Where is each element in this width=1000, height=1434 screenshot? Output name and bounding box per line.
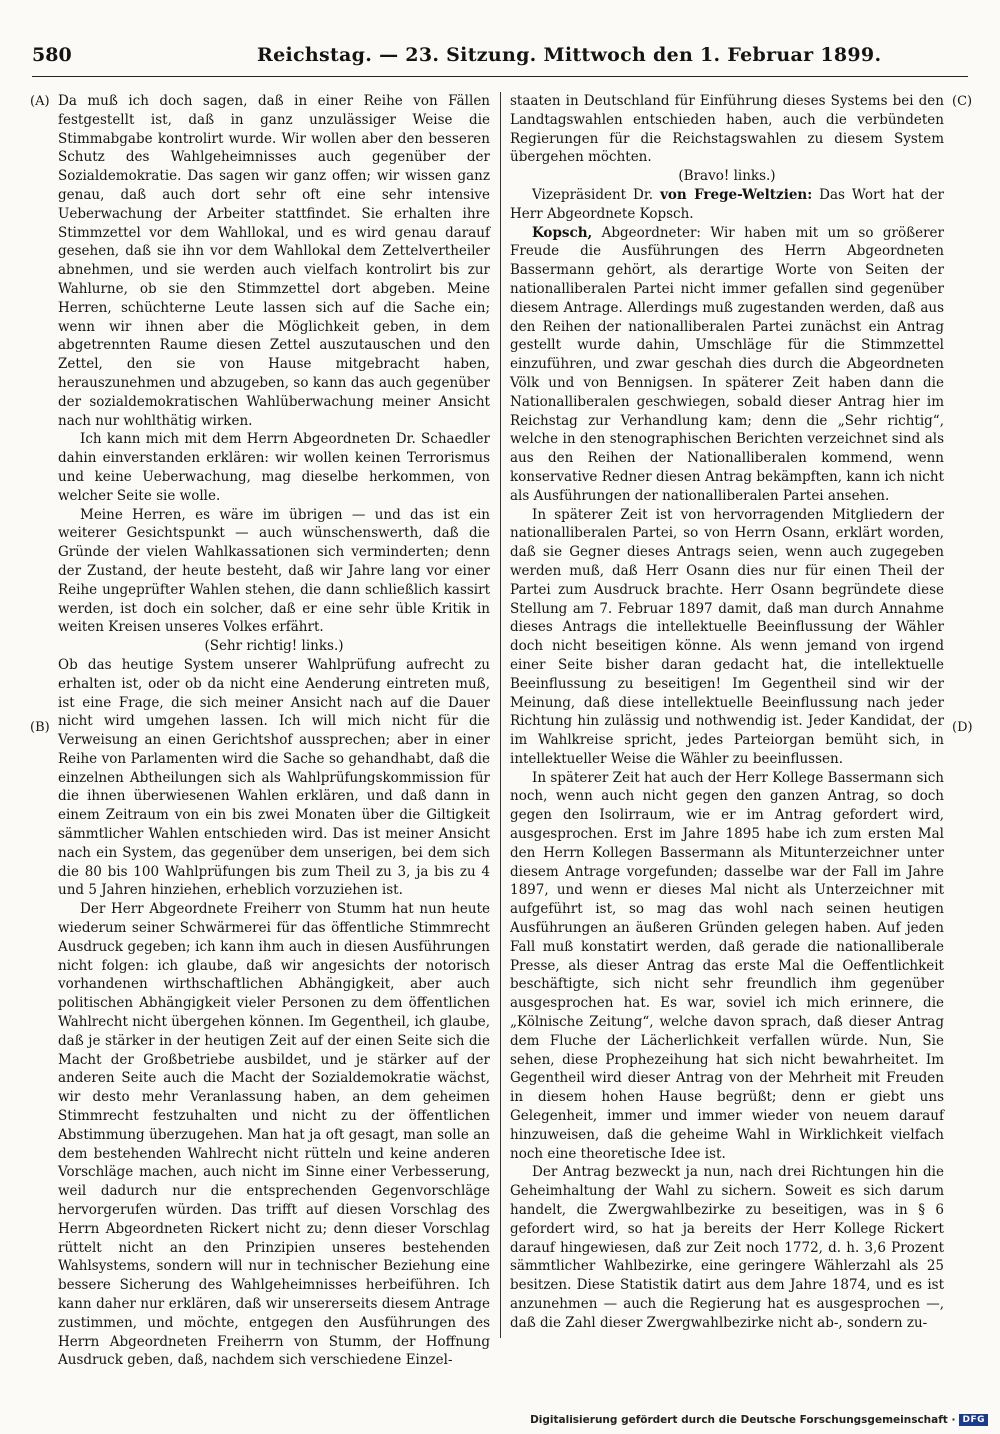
credit-text: Digitalisierung gefördert durch die Deutsche Forschungsgemeinschaft · <box>530 1414 956 1426</box>
speaker-text: Abgeordneter: Wir haben mit um so größerer Freude die Ausführungen des Herrn Abgeordneten Bassermann gehört, als derartige Worte von Seiten der nationalliberalen Partei nicht immer gefallen sind gegenüber diesem Antrage. Allerdings muß zugestanden werden, daß aus den Reihen der nationalliberalen Partei zunächst ein Antrag gestellt wurde dahin, Umschläge für die Stimmzettel einzuführen, und zwar geschah dies durch die Abgeordneten Völk und von Bennigsen. In späterer Zeit haben dann die Nationalliberalen geschwiegen, sobald dieser Antrag hier im Reichstag zur Verhandlung kam; denn die „Sehr richtig“, welche in den stenographischen Berichten verzeichnet sind als aus den Reihen der Nationalliberalen kommend, wenn konservative Redner diesen Antrag bekämpften, kann ich nicht als Ausführungen der nationalliberalen Partei ansehen. <box>510 224 944 504</box>
interjection: (Bravo! links.) <box>678 168 776 185</box>
column-divider <box>500 92 501 1338</box>
digitization-credit <box>530 1412 988 1428</box>
paragraph: Ob das heutige System unserer Wahlprüfung aufrecht zu erhalten ist, oder ob da nicht eine Aenderung eintreten muß, ist eine Frage, die sich meiner Ansicht nach auf die Dauer nicht wird umgehen lassen. Ich will mich nicht für die Verweisung an einen Gerichtshof aussprechen; aber in einer Reihe von Parlamenten wird die Sache so gehandhabt, daß die einzelnen Abtheilungen sich als Wahlprüfungskommission für die ihnen überwiesenen Wahlen erklären, und daß dann in einem Zeitraum von ein bis zwei Monaten über die Giltigkeit sämmtlicher Wahlen entschieden wird. Das ist meiner Ansicht nach ein System, das gegenüber dem unserigen, bei dem sich die 80 bis 100 Wahlprüfungen bis zum Theil zu 3, ja bis zu 4 und 5 Jahren hinziehen, erheblich vorzuziehen ist. <box>58 656 490 899</box>
speaker-name: Kopsch, <box>532 224 593 241</box>
paragraph: Meine Herren, es wäre im übrigen — und das ist ein weiterer Gesichtspunkt — auch wünschenswerth, daß die Gründe der vielen Wahlkassationen sich verminderten; denn der Zustand, der heute besteht, daß wir Jahre lang vor einer Reihe ungeprüfter Wahlen stehen, die dann schließlich kassirt werden, ist doch ein solcher, daß er eine sehr üble Kritik in weiten Kreisen unseres Volkes erfährt. <box>58 506 490 636</box>
margin-marker-d: (D) <box>952 720 973 735</box>
margin-marker-c: (C) <box>952 94 973 109</box>
right-column <box>510 92 944 1338</box>
speaker-turn <box>510 224 944 506</box>
speaker-title: Vizepräsident Dr. <box>532 186 654 203</box>
paragraph: Der Herr Abgeordnete Freiherr von Stumm hat nun heute wiederum seiner Schwärmerei für das öffentliche Stimmrecht Ausdruck gegeben; ich kann ihm auch in diesen Ausführungen nicht folgen: ich glaube, daß wir angesichts der notorisch vorhandenen wirthschaftlichen Abhängigkeit, aber auch politischen Abhängigkeit vieler Personen zu dem öffentlichen Wahlrecht nicht übergehen können. Im Gegentheil, ich glaube, daß je stärker in der heutigen Zeit auf der einen Seite sich die Macht der Großbetriebe ausbildet, und je stärker auf der anderen Seite auch die Macht der Sozialdemokratie wächst, wir desto mehr Veranlassung haben, an dem geheimen Stimmrecht festzuhalten und nicht zu der öffentlichen Abstimmung überzugehen. Man hat ja oft gesagt, man solle an dem bestehenden Wahlrecht nicht rütteln und keine anderen Vorschläge machen, auch nicht im Sinne einer Verbesserung, weil dadurch nur die entsprechenden Gegenvorschläge hervorgerufen würden. Das trifft auf diesen Vorschlag des Herrn Abgeordneten Rickert nicht zu; denn dieser Vorschlag rüttelt nicht an den Prinzipien unseres bestehenden Wahlsystems, sondern will nur in technischer Beziehung eine bessere Sicherung des Wahlgeheimnisses herbeiführen. Ich kann daher nur erklären, daß wir unsererseits diesem Antrage zustimmen, und möchte, entgegen den Ausführungen des Herrn Abgeordneten Freiherrn von Stumm, der Hoffnung Ausdruck geben, daß, nachdem sich verschiedene Einzel- <box>58 901 490 1369</box>
running-title: Reichstag. — 23. Sitzung. Mittwoch den 1. Februar 1899. <box>257 44 882 66</box>
paragraph: In späterer Zeit ist von hervorragenden Mitgliedern der nationalliberalen Partei, so von Herrn Osann, erklärt worden, daß sie Gegner dieses Antrags seien, wenn auch zugegeben werden muß, daß Herr Osann dies nur für einen Theil der Partei zum Ausdruck brachte. Herr Osann begründete diese Stellung am 7. Februar 1897 damit, daß man durch Annahme dieses Antrags die intellektuelle Beeinflussung der Wähler doch nicht beseitigen könne. Als wenn jemand von irgend einer Seite bisher daran gedacht hat, die intellektuelle Beeinflussung zu beseitigen! Im Gegentheil sind wir der Meinung, daß diese intellektuelle Beeinflussung nach jeder Richtung hin zulässig und nothwendig ist. Jeder Kandidat, der im Wahlkreise spricht, jedes Parteiorgan bemüht sich, in intellektueller Weise die Wähler zu beeinflussen. <box>510 506 944 767</box>
paragraph: Der Antrag bezweckt ja nun, nach drei Richtungen hin die Geheimhaltung der Wahl zu sichern. Soweit es sich darum handelt, die Zwergwahlbezirke zu beseitigen, was in § 6 gefordert wird, so hat ja bereits der Herr Kollege Rickert darauf hingewiesen, daß zur Zeit noch 1772, d. h. 3,6 Prozent sämmtlicher Wahlbezirke, eine geringere Wählerzahl als 25 besitzen. Diese Statistik datirt aus dem Jahre 1874, und es ist anzunehmen — auch die Regierung hat es ausgesprochen —, daß die Zahl dieser Zwergwahlbezirke nicht ab-, sondern zu- <box>510 1164 944 1331</box>
page-header <box>32 44 968 77</box>
paragraph: In späterer Zeit hat auch der Herr Kollege Bassermann sich noch, wenn auch nicht gegen den ganzen Antrag, so doch gegen den Isolirraum, wie er im Antrag gefordert wird, ausgesprochen. Erst im Jahre 1895 habe ich zum ersten Mal den Herrn Kollegen Bassermann als Mitunterzeichner unter diesem Antrage vorgefunden; dasselbe war der Fall im Jahre 1897, und wenn er dieses Mal nicht als Unterzeichner mit aufgeführt ist, so mag das wohl nach seinen heutigen Ausführungen an äußeren Gründen gelegen haben. Auf jeden Fall muß konstatirt werden, daß gerade die nationalliberale Presse, als dieser Antrag das erste Mal die Oeffentlichkeit beschäftigte, sich nicht sehr freundlich ihm gegenüber ausgesprochen hat. Es war, soviel ich mich erinnere, die „Kölnische Zeitung“, welche davon sprach, daß dieser Antrag dem Fluche der Lächerlichkeit verfallen würde. Nun, Sie sehen, diese Prophezeihung hat sich nicht bewahrheitet. Im Gegentheil wird dieser Antrag von der Mehrheit mit Freuden in diesem hohen Hause begrüßt; denn er giebt uns Gelegenheit, immer und immer wieder von neuem darauf hinzuweisen, daß die geheime Wahl in Wirklichkeit vielfach noch eine theoretische Idee ist. <box>510 769 944 1162</box>
paragraph: Ich kann mich mit dem Herrn Abgeordneten Dr. Schaedler dahin einverstanden erklären: wir wollen keinen Terrorismus und keine Ueberwachung, mag dieselbe herkommen, von welcher Seite sie wolle. <box>58 431 490 504</box>
speaker-turn <box>510 186 944 224</box>
left-column <box>58 92 490 1369</box>
page-number: 580 <box>32 44 72 66</box>
interjection: (Sehr richtig! links.) <box>204 638 344 655</box>
margin-marker-a: (A) <box>30 94 50 109</box>
paragraph: staaten in Deutschland für Einführung dieses Systems bei den Landtagswahlen entschieden haben, auch die verbündeten Regierungen für die Reichstagswahlen zu diesem System übergehen möchten. <box>510 93 944 166</box>
dfg-logo-icon: DFG <box>959 1414 988 1426</box>
speaker-name: von Frege-Weltzien: <box>660 186 813 203</box>
paragraph: Da muß ich doch sagen, daß in einer Reihe von Fällen festgestellt ist, daß in ganz unzulässiger Weise die Stimmabgabe kontrolirt wurde. Wir wollen aber den besseren Schutz des Wahlgeheimnisses auch gegenüber der Sozialdemokratie. Das sagen wir ganz offen; wir wissen ganz genau, daß auch dort sehr oft eine sehr intensive Ueberwachung der Arbeiter stattfindet. Sie erhalten ihre Stimmzettel vor dem Wahllokal, und es wird genau darauf gesehen, daß sie ihn vor dem Wahllokal dem Zettelvertheiler abnehmen, und sie werden auch vielfach kontrolirt bis zur Wahlurne, ob sie den Stimmzettel dort abgeben. Meine Herren, schüchterne Leute lassen sich auf die Sache ein; wenn wir ihnen aber die Möglichkeit geben, in dem abgetrennten Raume diesen Zettel auszutauschen und den Zettel, den sie von Hause mitgebracht haben, herauszunehmen und abzugeben, so kann das auch gegenüber der sozialdemokratischen Wahlüberwachung meiner Ansicht nach nur wohlthätig wirken. <box>58 93 490 429</box>
margin-marker-b: (B) <box>30 720 50 735</box>
speaker-text: Das Wort hat der Herr Abgeordnete Kopsch. <box>510 186 945 222</box>
